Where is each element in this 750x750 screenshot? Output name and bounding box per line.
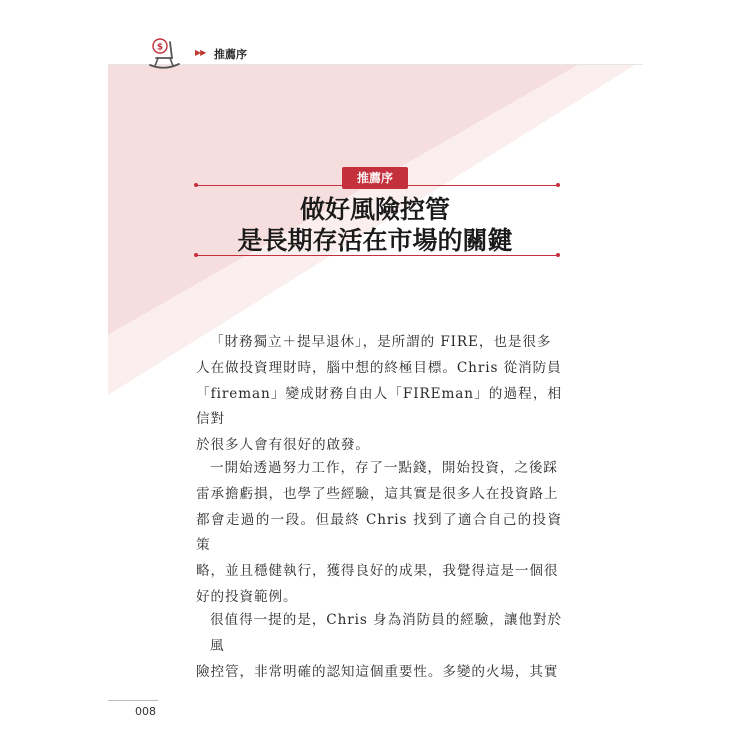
chapter-title-line1: 做好風險控管: [299, 195, 450, 224]
body-paragraph: [196, 456, 562, 611]
rule-end-dot: [556, 183, 560, 187]
title-bottom-rule: [196, 255, 558, 256]
double-arrow-icon: ▶▶: [195, 48, 206, 57]
rule-end-dot: [556, 253, 560, 257]
chapter-tag: 推薦序: [342, 167, 408, 189]
body-line: 好的投資範例。: [196, 588, 298, 605]
body-line: 一開始透過努力工作，存了一點錢，開始投資，之後踩: [210, 460, 558, 476]
body-line: 都會走過的一段。但最終 Chris 找到了適合自己的投資策: [196, 511, 562, 554]
body-line: 很值得一提的是，Chris 身為消防員的經驗，讓他對於風: [210, 612, 562, 654]
rule-end-dot: [194, 183, 198, 187]
body-line: 略，並且穩健執行，獲得良好的成果，我覺得這是一個很: [196, 563, 559, 580]
chapter-title-line2: 是長期存活在市場的關鍵: [237, 226, 513, 255]
running-header-section: 推薦序: [214, 48, 247, 61]
rule-end-dot: [194, 253, 198, 257]
body-line: 人在做投資理財時，腦中想的終極目標。Chris 從消防員: [196, 359, 562, 376]
body-line: 「fireman」變成財務自由人「FIREman」的過程，相信對: [196, 385, 562, 428]
body-line: 於很多人會有很好的啟發。: [196, 437, 370, 454]
header-rule: [108, 64, 643, 65]
footer-rule: [108, 700, 158, 701]
body-paragraph: [196, 330, 562, 459]
svg-text:$: $: [156, 42, 164, 53]
rocking-chair-dollar-icon: [146, 36, 184, 72]
body-line: 雷承擔虧損，也學了些經驗，這其實是很多人在投資路上: [196, 485, 559, 502]
body-paragraph: [196, 608, 562, 685]
body-line: 險控管，非常明確的認知這個重要性。多變的火場，其實: [196, 663, 559, 680]
body-line: 「財務獨立＋提早退休」，是所謂的 FIRE，也是很多: [210, 334, 552, 350]
page-number: 008: [135, 705, 156, 718]
